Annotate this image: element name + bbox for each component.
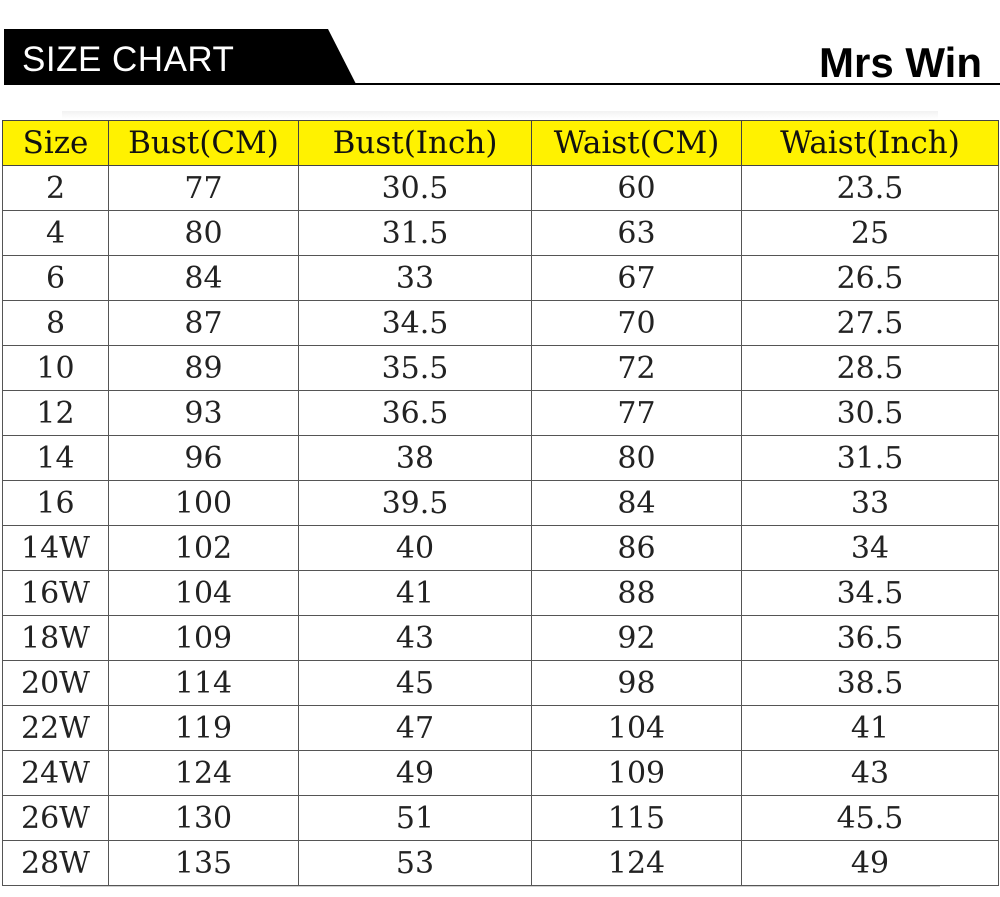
table-row [3, 211, 999, 256]
bust-cm-cell: 96 [109, 436, 299, 481]
waist-inch-cell: 27.5 [742, 301, 999, 346]
bust-inch-cell: 30.5 [299, 166, 532, 211]
table-row [3, 301, 999, 346]
bust-cm-cell: 119 [109, 706, 299, 751]
size-cell: 12 [3, 391, 109, 436]
waist-inch-cell: 41 [742, 706, 999, 751]
bust-cm-cell: 80 [109, 211, 299, 256]
size-cell: 2 [3, 166, 109, 211]
bust-cm-cell: 102 [109, 526, 299, 571]
cropped-footer [60, 886, 940, 897]
size-cell: 24W [3, 751, 109, 796]
waist-inch-cell: 28.5 [742, 346, 999, 391]
size-cell: 14 [3, 436, 109, 481]
bust-inch-cell: 39.5 [299, 481, 532, 526]
bust-inch-cell: 49 [299, 751, 532, 796]
waist-cm-cell: 70 [532, 301, 742, 346]
bust-cm-cell: 89 [109, 346, 299, 391]
brand-name: Mrs Win [819, 39, 982, 86]
column-header-waist-cm: Waist(CM) [532, 121, 742, 166]
bust-inch-cell: 35.5 [299, 346, 532, 391]
bust-inch-cell: 51 [299, 796, 532, 841]
table-row [3, 346, 999, 391]
waist-inch-cell: 26.5 [742, 256, 999, 301]
table-row [3, 571, 999, 616]
table-row [3, 166, 999, 211]
waist-inch-cell: 43 [742, 751, 999, 796]
bust-cm-cell: 77 [109, 166, 299, 211]
waist-inch-cell: 45.5 [742, 796, 999, 841]
table-row [3, 391, 999, 436]
waist-inch-cell: 31.5 [742, 436, 999, 481]
bust-inch-cell: 38 [299, 436, 532, 481]
waist-cm-cell: 72 [532, 346, 742, 391]
bust-cm-cell: 135 [109, 841, 299, 886]
table-row [3, 796, 999, 841]
column-header-bust-cm: Bust(CM) [109, 121, 299, 166]
bust-cm-cell: 100 [109, 481, 299, 526]
waist-cm-cell: 88 [532, 571, 742, 616]
bust-inch-cell: 36.5 [299, 391, 532, 436]
waist-cm-cell: 92 [532, 616, 742, 661]
bust-inch-cell: 53 [299, 841, 532, 886]
size-cell: 16W [3, 571, 109, 616]
waist-cm-cell: 60 [532, 166, 742, 211]
bust-inch-cell: 34.5 [299, 301, 532, 346]
bust-inch-cell: 43 [299, 616, 532, 661]
size-cell: 10 [3, 346, 109, 391]
column-header-bust-inch: Bust(Inch) [299, 121, 532, 166]
bust-inch-cell: 33 [299, 256, 532, 301]
column-header-waist-inch: Waist(Inch) [742, 121, 999, 166]
waist-cm-cell: 67 [532, 256, 742, 301]
waist-inch-cell: 23.5 [742, 166, 999, 211]
table-row [3, 706, 999, 751]
waist-cm-cell: 115 [532, 796, 742, 841]
column-header-size: Size [3, 121, 109, 166]
table-header-row [3, 121, 999, 166]
bust-inch-cell: 47 [299, 706, 532, 751]
bust-cm-cell: 104 [109, 571, 299, 616]
table-row [3, 256, 999, 301]
bust-cm-cell: 87 [109, 301, 299, 346]
table-row [3, 526, 999, 571]
page-header [0, 0, 1000, 110]
bust-cm-cell: 93 [109, 391, 299, 436]
waist-inch-cell: 38.5 [742, 661, 999, 706]
table-shadow [62, 111, 938, 119]
bust-inch-cell: 45 [299, 661, 532, 706]
waist-cm-cell: 98 [532, 661, 742, 706]
waist-inch-cell: 36.5 [742, 616, 999, 661]
table-row [3, 481, 999, 526]
bust-cm-cell: 124 [109, 751, 299, 796]
table-row [3, 661, 999, 706]
table-body [3, 166, 999, 886]
waist-cm-cell: 104 [532, 706, 742, 751]
bust-cm-cell: 114 [109, 661, 299, 706]
bust-inch-cell: 31.5 [299, 211, 532, 256]
waist-inch-cell: 30.5 [742, 391, 999, 436]
bust-cm-cell: 130 [109, 796, 299, 841]
waist-inch-cell: 33 [742, 481, 999, 526]
bust-cm-cell: 109 [109, 616, 299, 661]
table-row [3, 751, 999, 796]
table-row [3, 841, 999, 886]
bust-inch-cell: 40 [299, 526, 532, 571]
table-row [3, 436, 999, 481]
size-chart-table [2, 120, 999, 886]
waist-cm-cell: 86 [532, 526, 742, 571]
waist-inch-cell: 34 [742, 526, 999, 571]
table-row [3, 616, 999, 661]
bust-cm-cell: 84 [109, 256, 299, 301]
size-cell: 8 [3, 301, 109, 346]
waist-cm-cell: 109 [532, 751, 742, 796]
waist-inch-cell: 34.5 [742, 571, 999, 616]
size-cell: 6 [3, 256, 109, 301]
size-cell: 14W [3, 526, 109, 571]
size-cell: 18W [3, 616, 109, 661]
bust-inch-cell: 41 [299, 571, 532, 616]
waist-cm-cell: 63 [532, 211, 742, 256]
size-cell: 4 [3, 211, 109, 256]
waist-cm-cell: 84 [532, 481, 742, 526]
waist-cm-cell: 80 [532, 436, 742, 481]
waist-inch-cell: 25 [742, 211, 999, 256]
page-title: SIZE CHART [22, 40, 235, 79]
size-cell: 16 [3, 481, 109, 526]
waist-cm-cell: 124 [532, 841, 742, 886]
waist-inch-cell: 49 [742, 841, 999, 886]
waist-cm-cell: 77 [532, 391, 742, 436]
size-cell: 20W [3, 661, 109, 706]
size-cell: 28W [3, 841, 109, 886]
size-cell: 22W [3, 706, 109, 751]
size-cell: 26W [3, 796, 109, 841]
